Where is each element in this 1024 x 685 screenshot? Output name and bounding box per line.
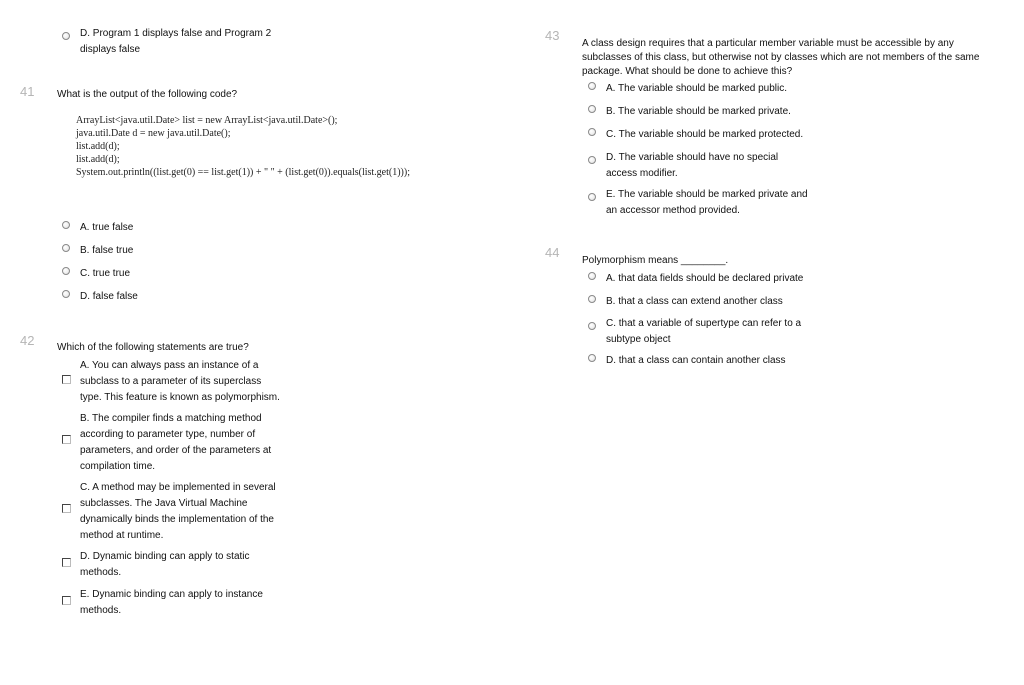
option-text-line: subclasses. The Java Virtual Machine <box>80 498 248 509</box>
radio-button[interactable] <box>62 267 70 275</box>
radio-button[interactable] <box>62 221 70 229</box>
option-text-line: methods. <box>80 567 122 578</box>
option-text: B. that a class can extend another class <box>606 296 783 307</box>
question-text-line: subclasses of this class, but otherwise not by classes which are not members of the same <box>582 52 980 63</box>
question-text-line: package. What should be done to achieve this? <box>582 66 793 77</box>
option-text-line: C. A method may be implemented in several <box>80 482 276 493</box>
code-line: list.add(d); <box>76 141 120 152</box>
checkbox[interactable] <box>62 558 71 567</box>
checkbox[interactable] <box>62 375 71 384</box>
q41-option-b[interactable] <box>62 243 133 259</box>
radio-button[interactable] <box>588 156 596 164</box>
code-line: java.util.Date d = new java.util.Date(); <box>76 128 231 139</box>
option-text-line: according to parameter type, number of <box>80 429 256 440</box>
radio-button[interactable] <box>62 290 70 298</box>
option-text-line: A. You can always pass an instance of a <box>80 360 259 371</box>
option-text-line: subtype object <box>606 334 671 345</box>
checkbox[interactable] <box>62 596 71 605</box>
option-text-line: methods. <box>80 605 122 616</box>
option-text-line: D. The variable should have no special <box>606 152 779 163</box>
option-text: A. true false <box>80 222 134 233</box>
option-text-line: an accessor method provided. <box>606 205 740 216</box>
q44-option-c[interactable] <box>588 316 801 348</box>
question-number: 43 <box>545 28 560 43</box>
q41-option-a[interactable] <box>62 220 133 236</box>
q43-option-b[interactable] <box>588 104 791 120</box>
option-text-line: C. that a variable of supertype can refer to a <box>606 318 802 329</box>
option-text: C. true true <box>80 268 131 279</box>
code-line: ArrayList<java.util.Date> list = new ArrayList<java.util.Date>(); <box>76 115 338 126</box>
q43-option-e[interactable] <box>588 187 808 219</box>
option-text-line: type. This feature is known as polymorphism. <box>80 392 280 403</box>
radio-button[interactable] <box>588 193 596 201</box>
option-text-line: E. The variable should be marked private and <box>606 189 808 200</box>
option-text-line: access modifier. <box>606 168 678 179</box>
radio-button[interactable] <box>588 105 596 113</box>
q42-option-b[interactable] <box>62 411 271 475</box>
q41-option-d[interactable] <box>62 289 138 305</box>
q42-option-e[interactable] <box>62 587 263 619</box>
option-text: C. The variable should be marked protected. <box>606 129 804 140</box>
question-number: 41 <box>20 84 35 99</box>
radio-button[interactable] <box>588 128 596 136</box>
q42-option-c[interactable] <box>62 480 276 544</box>
code-line: System.out.println((list.get(0) == list.get(1)) + " " + (list.get(0)).equals(list.get(1))); <box>76 167 410 178</box>
question-text <box>582 37 979 79</box>
option-text-line: method at runtime. <box>80 530 164 541</box>
option-text-line: parameters, and order of the parameters at <box>80 445 272 456</box>
radio-button[interactable] <box>62 32 70 40</box>
option-text: D. that a class can contain another class <box>606 355 786 366</box>
radio-button[interactable] <box>588 322 596 330</box>
q44-option-d[interactable] <box>588 353 786 369</box>
q44-option-a[interactable] <box>588 271 803 287</box>
q41-option-c[interactable] <box>62 266 130 282</box>
radio-button[interactable] <box>588 82 596 90</box>
radio-button[interactable] <box>588 295 596 303</box>
option-text: B. false true <box>80 245 134 256</box>
q43-option-c[interactable] <box>588 127 803 143</box>
question-text-line: A class design requires that a particular member variable must be accessible by any <box>582 38 954 49</box>
option-text-line: displays false <box>80 44 141 55</box>
q42-option-d[interactable] <box>62 549 250 581</box>
option-text-line: B. The compiler finds a matching method <box>80 413 262 424</box>
option-text-line: D. Program 1 displays false and Program 2 <box>80 28 272 39</box>
option-text-line: D. Dynamic binding can apply to static <box>80 551 250 562</box>
q44-option-b[interactable] <box>588 294 783 310</box>
q42-option-a[interactable] <box>62 358 280 406</box>
code-line: list.add(d); <box>76 154 120 165</box>
option-text-line: E. Dynamic binding can apply to instance <box>80 589 263 600</box>
question-text: Polymorphism means ________. <box>582 255 729 266</box>
q43-option-a[interactable] <box>588 81 787 97</box>
option-text: A. The variable should be marked public. <box>606 83 788 94</box>
checkbox[interactable] <box>62 504 71 513</box>
radio-button[interactable] <box>588 272 596 280</box>
option-text: B. The variable should be marked private. <box>606 106 791 117</box>
q40-option-d[interactable] <box>62 26 271 58</box>
radio-button[interactable] <box>588 354 596 362</box>
option-text-line: dynamically binds the implementation of the <box>80 514 274 525</box>
question-text: Which of the following statements are true? <box>57 342 249 353</box>
option-text-line: subclass to a parameter of its superclass <box>80 376 262 387</box>
question-number: 44 <box>545 245 560 260</box>
option-text-line: compilation time. <box>80 461 156 472</box>
option-text: D. false false <box>80 291 138 302</box>
q43-option-d[interactable] <box>588 150 778 182</box>
question-number: 42 <box>20 333 35 348</box>
question-text: What is the output of the following code? <box>57 89 238 100</box>
option-text: A. that data fields should be declared private <box>606 273 804 284</box>
radio-button[interactable] <box>62 244 70 252</box>
checkbox[interactable] <box>62 435 71 444</box>
